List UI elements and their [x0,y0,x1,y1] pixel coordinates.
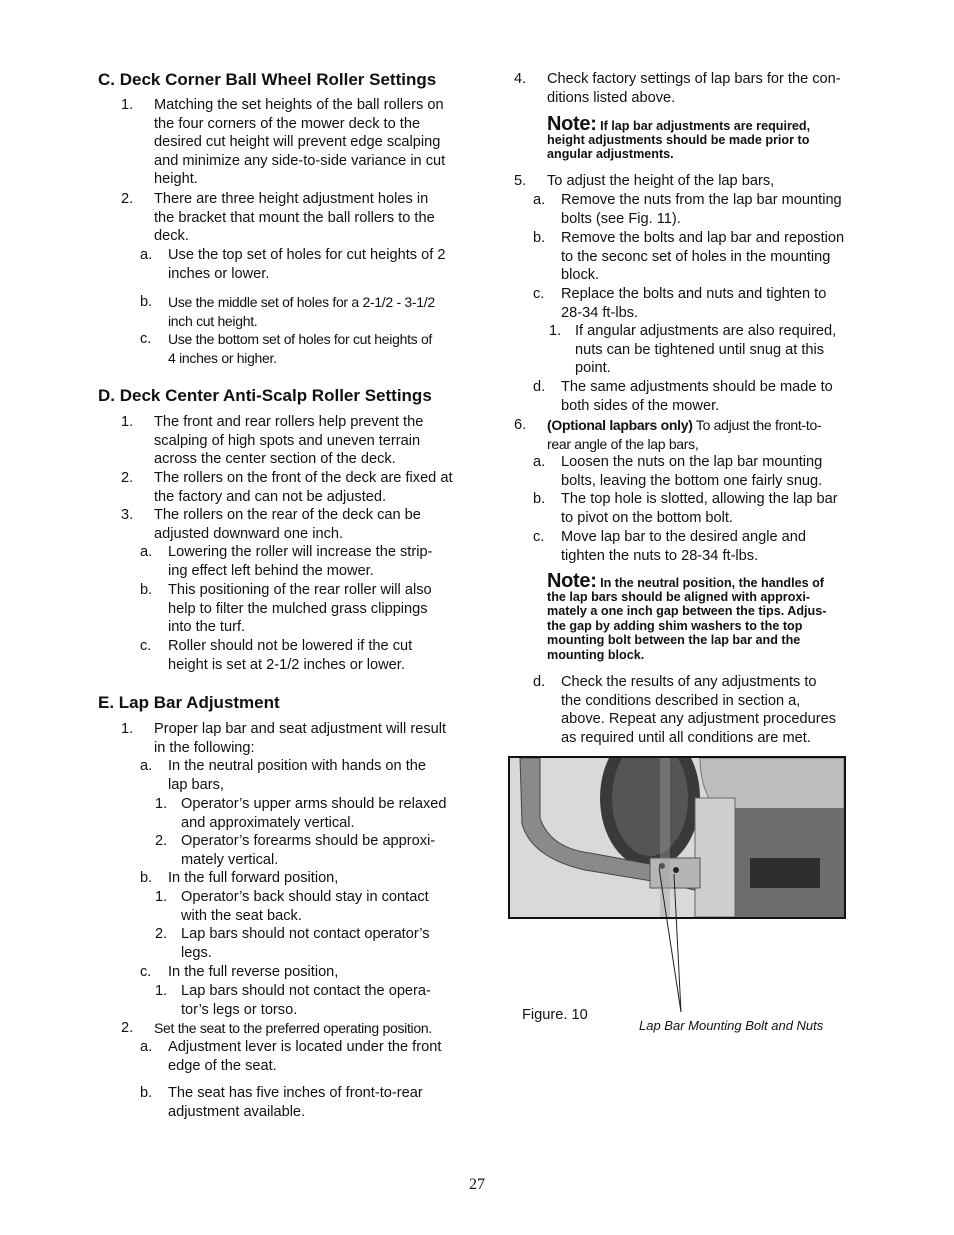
list-item-text: There are three height adjustment holes in the bracket that mount the ball rollers to the deck. [154,191,435,245]
note-block [547,570,826,662]
list-item-text: Matching the set heights of the ball rollers on the four corners of the mower deck to the desired cut height will prevent edge scalping and minimize any side-to-side variance in cut height. [154,97,446,188]
list-item-text: In the full reverse position, [168,964,339,980]
list-letter: b. [140,1085,153,1101]
note-label: Note: [547,113,597,135]
list-item-text: Remove the bolts and lap bar and repostion to the seconc set of holes in the mounting block. [561,230,845,284]
list-number: 1. [121,414,134,430]
list-item-text: The front and rear rollers help prevent the scalping of high spots and uneven terrain across the center section of the deck. [154,414,424,468]
list-letter: c. [140,331,152,347]
list-letter: c. [140,638,152,654]
list-number: 2. [155,926,168,942]
list-item-text: Use the bottom set of holes for cut heights of 4 inches or higher. [168,331,433,366]
list-letter: d. [533,379,546,395]
list-number: 2. [121,191,134,207]
list-number: 1. [121,721,134,737]
list-number: 1. [155,796,168,812]
optional-label: (Optional lapbars only) [547,417,693,433]
heading-section-c: C. Deck Corner Ball Wheel Roller Settings [98,70,437,89]
figure-callout: Lap Bar Mounting Bolt and Nuts [639,1018,824,1033]
list-item-text: Proper lap bar and seat adjustment will result in the following: [154,721,447,756]
note-text: height adjustments should be made prior to angular adjustments. [547,133,810,162]
list-number: 1. [549,323,562,339]
list-item-text: In the neutral position with hands on the lap bars, [168,758,426,793]
page-number: 27 [469,1176,485,1193]
list-item-text: Use the middle set of holes for a 2-1/2 - 3-1/2 inch cut height. [168,294,435,329]
note-text: the lap bars should be aligned with approxi- mately a one inch gap between the tips. Adjus- the gap by adding shim washers to the top mounting bolt between the lap bar and the mounting block. [547,590,827,662]
heading-section-d: D. Deck Center Anti-Scalp Roller Settings [98,386,432,405]
list-number: 1. [155,983,168,999]
list-item-text: Move lap bar to the desired angle and tighten the nuts to 28-34 ft-lbs. [561,529,807,564]
list-letter: c. [533,286,545,302]
list-number: 3. [121,507,134,523]
list-letter: d. [533,674,546,690]
list-letter: b. [140,870,153,886]
list-item-text: Replace the bolts and nuts and tighten to 28-34 ft-lbs. [561,286,827,321]
list-item-text: If angular adjustments are also required, nuts can be tightened until snug at this point. [575,323,837,377]
list-number: 2. [121,1020,134,1036]
list-item-text: Use the top set of holes for cut heights of 2 inches or lower. [168,247,446,282]
list-item-text: The rollers on the front of the deck are fixed at the factory and can not be adjusted. [154,470,453,505]
list-item-text: The rollers on the rear of the deck can be adjusted downward one inch. [154,507,421,542]
figure-label: Figure. 10 [522,1007,588,1023]
list-letter: a. [140,758,153,774]
list-letter: a. [140,544,153,560]
list-letter: b. [533,491,546,507]
list-item-text: Adjustment lever is located under the front edge of the seat. [168,1039,442,1074]
list-item-text: Lap bars should not contact operator’s legs. [181,926,430,961]
list-item-text: Operator’s upper arms should be relaxed and approximately vertical. [181,796,447,831]
list-item-text: (Optional lapbars only) To adjust the front-to- rear angle of the lap bars, [547,417,822,452]
heading-section-e: E. Lap Bar Adjustment [98,693,280,712]
list-letter: c. [533,529,545,545]
list-item-text: This positioning of the rear roller will also help to filter the mulched grass clippings into the turf. [168,582,432,636]
note-text: If lap bar adjustments are required, [596,119,811,133]
list-item-text: Lap bars should not contact the opera- tor’s legs or torso. [181,983,431,1018]
note-label: Note: [547,570,597,592]
list-letter: c. [140,964,152,980]
list-letter: a. [140,247,153,263]
list-number: 1. [155,889,168,905]
list-letter: a. [533,454,546,470]
list-letter: b. [140,294,153,310]
list-letter: a. [140,1039,153,1055]
list-item-text: The seat has five inches of front-to-rear adjustment available. [168,1085,423,1120]
note-block [547,113,810,162]
note-text: In the neutral position, the handles of [596,576,825,590]
list-number: 2. [121,470,134,486]
list-item-text: Lowering the roller will increase the strip- ing effect left behind the mower. [168,544,433,579]
list-number: 2. [155,833,168,849]
list-item-text: The top hole is slotted, allowing the lap bar to pivot on the bottom bolt. [561,491,838,526]
list-number: 6. [514,417,527,433]
list-item-text: Check factory settings of lap bars for the con- ditions listed above. [547,71,841,106]
list-item-text: Loosen the nuts on the lap bar mounting bolts, leaving the bottom one fairly snug. [561,454,823,489]
list-number: 5. [514,173,527,189]
list-item-text: To adjust the height of the lap bars, [547,173,775,189]
list-item-text: Check the results of any adjustments to the conditions described in section a, above. Repeat any adjustment procedures as required until all conditions are met. [561,674,837,746]
list-letter: b. [140,582,153,598]
list-item-text: In the full forward position, [168,870,339,886]
callout-lines [640,860,700,1020]
list-item-text: Remove the nuts from the lap bar mounting bolts (see Fig. 11). [561,192,842,227]
list-letter: a. [533,192,546,208]
list-item-text: Operator’s forearms should be approxi- mately vertical. [181,833,436,868]
list-item-text: Operator’s back should stay in contact with the seat back. [181,889,429,924]
list-letter: b. [533,230,546,246]
list-item-text: Roller should not be lowered if the cut height is set at 2-1/2 inches or lower. [168,638,413,673]
list-item-text: The same adjustments should be made to both sides of the mower. [561,379,833,414]
list-number: 4. [514,71,527,87]
list-item-text: Set the seat to the preferred operating position. [154,1020,432,1036]
list-number: 1. [121,97,134,113]
